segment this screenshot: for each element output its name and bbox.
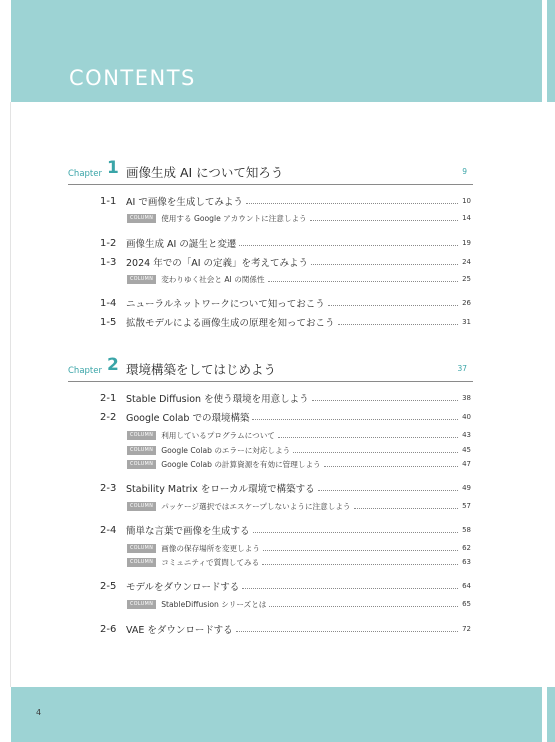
leader-dots [324,466,458,467]
column-entry[interactable] [127,542,471,554]
column-badge: COLUMN [127,446,156,455]
entry-title: VAE をダウンロードする [126,625,233,636]
footer-edge-tab [547,687,555,742]
column-page: 45 [462,446,471,454]
entry-page: 24 [462,258,471,266]
entry-number: 2-5 [100,580,117,592]
entry-number: 2-6 [100,623,117,635]
page-number: 4 [36,708,42,717]
entry-page: 10 [462,197,471,205]
column-badge: COLUMN [127,558,156,567]
column-page: 62 [462,544,471,552]
entry-page: 72 [462,625,471,633]
entry-title: Google Colab での環境構築 [126,413,250,424]
entry-number: 1-5 [100,316,117,328]
column-badge: COLUMN [127,275,156,284]
leader-dots [253,532,458,533]
entry-page: 26 [462,299,471,307]
toc-entry-2-2[interactable] [100,410,471,424]
leader-dots [263,550,458,551]
leader-dots [239,245,458,246]
column-entry[interactable] [127,444,471,456]
entry-title: Stability Matrix をローカル環境で構築する [126,484,315,495]
column-entry[interactable] [127,458,471,470]
entry-page: 58 [462,526,471,534]
chapter-heading-2[interactable] [68,355,473,382]
entry-number: 2-4 [100,524,117,536]
column-title: 使用する Google アカウントに注意しよう [161,213,307,223]
leader-dots [293,452,458,453]
entry-page: 64 [462,582,471,590]
leader-dots [252,419,458,420]
chapter-label: Chapter [68,366,102,376]
leader-dots [278,437,458,438]
leader-dots [246,203,458,204]
toc-entry-1-5[interactable] [100,315,471,329]
chapter-heading-1[interactable] [68,158,473,185]
toc-entry-1-4[interactable] [100,296,471,310]
column-page: 57 [462,502,471,510]
leader-dots [268,281,458,282]
chapter-title: 画像生成 AI について知ろう [126,165,284,180]
leader-dots [242,588,458,589]
toc-entry-2-3[interactable] [100,481,471,495]
column-title: 画像の保存場所を変更しよう [161,543,260,553]
column-page: 43 [462,431,471,439]
column-badge: COLUMN [127,600,156,609]
column-entry[interactable] [127,212,471,224]
entry-title: 画像生成 AI の誕生と変遷 [126,239,237,250]
leader-dots [262,564,458,565]
entry-number: 1-1 [100,195,117,207]
entry-number: 2-3 [100,482,117,494]
column-entry[interactable] [127,429,471,441]
entry-number: 1-3 [100,256,117,268]
toc-entry-2-5[interactable] [100,579,471,593]
chapter-page: 9 [462,167,467,176]
footer-band [11,687,542,742]
leader-dots [318,490,458,491]
column-title: 利用しているプログラムについて [161,430,275,440]
toc-entry-1-1[interactable] [100,194,471,208]
toc-entry-2-1[interactable] [100,391,471,405]
entry-page: 40 [462,413,471,421]
toc-entry-2-6[interactable] [100,622,471,636]
column-page: 47 [462,460,471,468]
column-badge: COLUMN [127,431,156,440]
column-title: パッケージ選択ではエスケープしないように注意しよう [161,501,351,511]
page-title: CONTENTS [69,66,196,90]
column-badge: COLUMN [127,214,156,223]
leader-dots [311,264,458,265]
toc-entry-2-4[interactable] [100,523,471,537]
chapter-label: Chapter [68,169,102,179]
entry-title: AI で画像を生成してみよう [126,197,243,208]
column-title: 変わりゆく社会と AI の関係性 [161,274,265,284]
column-badge: COLUMN [127,460,156,469]
column-page: 65 [462,600,471,608]
entry-number: 1-4 [100,297,117,309]
leader-dots [236,631,458,632]
entry-page: 31 [462,318,471,326]
edge-tab [547,0,555,102]
chapter-number: 2 [107,355,119,375]
column-title: コミュニティで質問してみる [161,557,260,567]
chapter-title: 環境構築をしてはじめよう [126,362,277,377]
edge-divider [543,0,545,102]
header-band [11,0,542,102]
toc-entry-1-2[interactable] [100,236,471,250]
column-entry[interactable] [127,556,471,568]
entry-title: モデルをダウンロードする [126,582,240,593]
chapter-number: 1 [107,158,119,178]
column-page: 25 [462,275,471,283]
leader-dots [338,324,458,325]
entry-number: 2-2 [100,411,117,423]
column-title: Google Colab の計算資源を有効に管理しよう [161,459,321,469]
entry-page: 38 [462,394,471,402]
entry-number: 1-2 [100,237,117,249]
leader-dots [312,400,458,401]
entry-title: 簡単な言葉で画像を生成する [126,526,250,537]
column-title: Google Colab のエラーに対応しよう [161,445,291,455]
entry-title: 拡散モデルによる画像生成の原理を知っておこう [126,318,335,329]
column-page: 14 [462,214,471,222]
entry-title: Stable Diffusion を使う環境を用意しよう [126,394,309,405]
toc-entry-1-3[interactable] [100,255,471,269]
column-page: 63 [462,558,471,566]
leader-dots [310,220,458,221]
entry-title: 2024 年での「AI の定義」を考えてみよう [126,258,309,269]
column-entry[interactable] [127,598,471,610]
left-margin-rule [10,102,11,687]
column-badge: COLUMN [127,544,156,553]
leader-dots [328,305,458,306]
entry-page: 19 [462,239,471,247]
leader-dots [354,508,458,509]
entry-page: 49 [462,484,471,492]
leader-dots [269,606,458,607]
column-entry[interactable] [127,273,471,285]
column-entry[interactable] [127,500,471,512]
column-title: StableDiffusion シリーズとは [161,599,267,609]
column-badge: COLUMN [127,502,156,511]
entry-number: 2-1 [100,392,117,404]
entry-title: ニューラルネットワークについて知っておこう [126,299,325,310]
chapter-page: 37 [457,364,467,373]
